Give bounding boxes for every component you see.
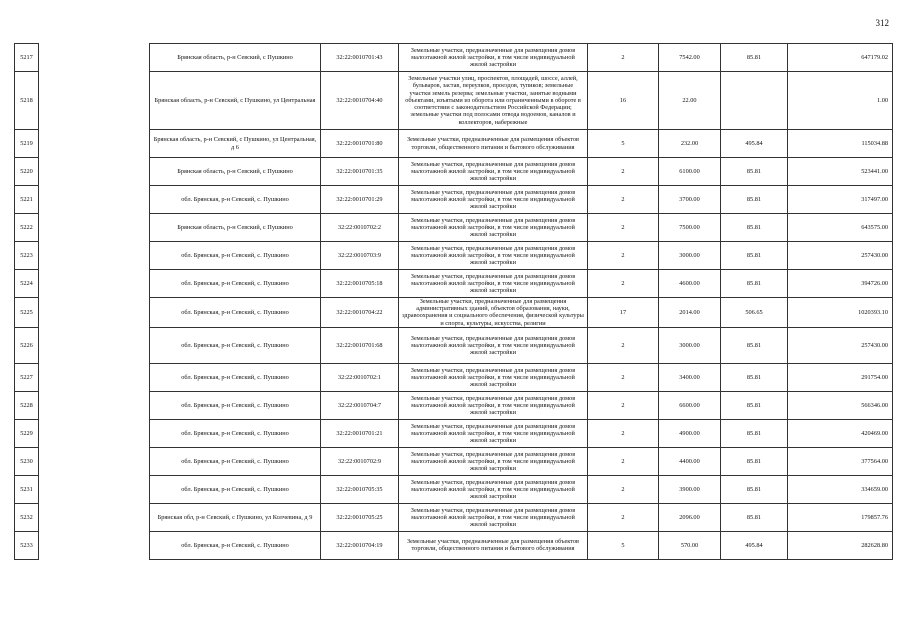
table-row: [15, 186, 893, 214]
cell-group: 2: [588, 158, 659, 186]
cell-area: 3000.00: [659, 242, 721, 270]
cell-specific-value: 85.81: [721, 186, 788, 214]
table-row: [15, 327, 893, 363]
cell-land-use-purpose: Земельные участки, предназначенные для размещения домов малоэтажной жилой застройки, в том числе индивидуальной жилой застройки: [399, 391, 588, 419]
cell-specific-value: 85.81: [721, 419, 788, 447]
cell-record-number: 5231: [15, 475, 39, 503]
cell-record-number: 5230: [15, 447, 39, 475]
cell-specific-value: 506.65: [721, 298, 788, 328]
table-row: [15, 72, 893, 130]
cell-area: 7542.00: [659, 44, 721, 72]
cell-address: Брянская обл, р-н Севский, с Пушкино, ул Колчевина, д 9: [150, 503, 321, 531]
table-row: [15, 447, 893, 475]
cell-land-use-purpose: Земельные участки, предназначенные для размещения домов малоэтажной жилой застройки, в том числе индивидуальной жилой застройки: [399, 419, 588, 447]
cell-record-number: 5232: [15, 503, 39, 531]
cell-specific-value: 85.81: [721, 503, 788, 531]
cell-land-use-purpose: Земельные участки, предназначенные для размещения домов малоэтажной жилой застройки, в том числе индивидуальной жилой застройки: [399, 186, 588, 214]
cell-blank: [39, 327, 150, 363]
table-row: [15, 363, 893, 391]
cell-blank: [39, 270, 150, 298]
cell-cadastral-value: 566346.00: [788, 391, 893, 419]
cell-group: 5: [588, 130, 659, 158]
cell-record-number: 5233: [15, 531, 39, 559]
cell-area: 232.00: [659, 130, 721, 158]
cell-cadastral-value: 257430.00: [788, 327, 893, 363]
cell-group: 2: [588, 447, 659, 475]
cell-area: 6100.00: [659, 158, 721, 186]
cell-specific-value: 85.81: [721, 158, 788, 186]
cell-blank: [39, 72, 150, 130]
cell-cadastral-value: 282628.80: [788, 531, 893, 559]
cell-blank: [39, 158, 150, 186]
table-row: [15, 158, 893, 186]
page-number: 312: [875, 18, 889, 28]
cell-group: 2: [588, 475, 659, 503]
cell-area: 2014.00: [659, 298, 721, 328]
cell-group: 2: [588, 242, 659, 270]
cell-blank: [39, 298, 150, 328]
cell-specific-value: [721, 72, 788, 130]
cell-cadastral-number: 32:22:0010704:22: [321, 298, 399, 328]
cell-land-use-purpose: Земельные участки, предназначенные для размещения объектов торговли, общественного питания и бытового обслуживания: [399, 130, 588, 158]
cell-cadastral-number: 32:22:0010701:29: [321, 186, 399, 214]
table-row: [15, 391, 893, 419]
cell-specific-value: 85.81: [721, 242, 788, 270]
cell-cadastral-number: 32:22:0010705:25: [321, 503, 399, 531]
cell-cadastral-value: 643575.00: [788, 214, 893, 242]
cell-land-use-purpose: Земельные участки, предназначенные для размещения домов малоэтажной жилой застройки, в том числе индивидуальной жилой застройки: [399, 158, 588, 186]
cell-address: обл. Брянская, р-н Севский, с. Пушкино: [150, 186, 321, 214]
cell-cadastral-number: 32:22:0010702:2: [321, 214, 399, 242]
cell-address: обл. Брянская, р-н Севский, с. Пушкино: [150, 447, 321, 475]
cell-record-number: 5227: [15, 363, 39, 391]
cell-specific-value: 85.81: [721, 475, 788, 503]
cell-specific-value: 85.81: [721, 44, 788, 72]
cell-blank: [39, 391, 150, 419]
cell-cadastral-number: 32:22:0010701:21: [321, 419, 399, 447]
table-row: [15, 242, 893, 270]
cell-address: обл. Брянская, р-н Севский, с. Пушкино: [150, 531, 321, 559]
cell-cadastral-number: 32:22:0010702:9: [321, 447, 399, 475]
cell-land-use-purpose: Земельные участки, предназначенные для размещения домов малоэтажной жилой застройки, в том числе индивидуальной жилой застройки: [399, 44, 588, 72]
cell-record-number: 5226: [15, 327, 39, 363]
cell-group: 16: [588, 72, 659, 130]
cell-area: 3700.00: [659, 186, 721, 214]
cell-group: 2: [588, 186, 659, 214]
cell-area: 4400.00: [659, 447, 721, 475]
cell-record-number: 5222: [15, 214, 39, 242]
cell-cadastral-value: 394726.00: [788, 270, 893, 298]
table-row: [15, 270, 893, 298]
cell-record-number: 5220: [15, 158, 39, 186]
cell-address: обл. Брянская, р-н Севский, с. Пушкино: [150, 242, 321, 270]
table-row: [15, 531, 893, 559]
cell-blank: [39, 363, 150, 391]
cell-cadastral-value: 1.00: [788, 72, 893, 130]
cell-record-number: 5225: [15, 298, 39, 328]
cell-cadastral-number: 32:22:0010702:1: [321, 363, 399, 391]
cell-specific-value: 85.81: [721, 363, 788, 391]
cell-address: Брянская область, р-н Севский, с Пушкино: [150, 214, 321, 242]
cell-record-number: 5224: [15, 270, 39, 298]
cell-record-number: 5218: [15, 72, 39, 130]
cell-area: 4600.00: [659, 270, 721, 298]
cell-specific-value: 85.81: [721, 447, 788, 475]
cell-area: 22.00: [659, 72, 721, 130]
cell-address: Брянская область, р-н Севский, с Пушкино, ул Центральная, д 6: [150, 130, 321, 158]
cell-record-number: 5219: [15, 130, 39, 158]
cell-specific-value: 495.84: [721, 130, 788, 158]
cell-address: обл. Брянская, р-н Севский, с. Пушкино: [150, 419, 321, 447]
cell-specific-value: 85.81: [721, 327, 788, 363]
cell-address: Брянская область, р-н Севский, с Пушкино, ул Центральная: [150, 72, 321, 130]
cell-address: Брянская область, р-н Севский, с Пушкино: [150, 44, 321, 72]
cell-cadastral-value: 523441.00: [788, 158, 893, 186]
cell-group: 2: [588, 214, 659, 242]
cell-cadastral-value: 179857.76: [788, 503, 893, 531]
cell-address: обл. Брянская, р-н Севский, с. Пушкино: [150, 327, 321, 363]
cell-group: 2: [588, 270, 659, 298]
cell-group: 2: [588, 327, 659, 363]
cell-address: обл. Брянская, р-н Севский, с. Пушкино: [150, 475, 321, 503]
cell-address: Брянская область, р-н Севский, с Пушкино: [150, 158, 321, 186]
cell-group: 17: [588, 298, 659, 328]
table-row: [15, 298, 893, 328]
cell-address: обл. Брянская, р-н Севский, с. Пушкино: [150, 363, 321, 391]
cell-area: 2096.00: [659, 503, 721, 531]
cell-land-use-purpose: Земельные участки, предназначенные для размещения объектов торговли, общественного питания и бытового обслуживания: [399, 531, 588, 559]
cell-record-number: 5217: [15, 44, 39, 72]
cell-record-number: 5228: [15, 391, 39, 419]
cell-blank: [39, 531, 150, 559]
cell-cadastral-value: 291754.00: [788, 363, 893, 391]
cell-blank: [39, 419, 150, 447]
table-row: [15, 130, 893, 158]
cell-blank: [39, 44, 150, 72]
cell-address: обл. Брянская, р-н Севский, с. Пушкино: [150, 270, 321, 298]
cell-cadastral-value: 647179.02: [788, 44, 893, 72]
cell-cadastral-value: 1020393.10: [788, 298, 893, 328]
table-row: [15, 475, 893, 503]
cell-area: 4900.00: [659, 419, 721, 447]
cell-cadastral-number: 32:22:0010701:43: [321, 44, 399, 72]
cell-area: 3400.00: [659, 363, 721, 391]
land-registry-table: [14, 43, 893, 560]
cell-specific-value: 85.81: [721, 391, 788, 419]
cell-cadastral-number: 32:22:0010705:35: [321, 475, 399, 503]
cell-area: 7500.00: [659, 214, 721, 242]
cell-land-use-purpose: Земельные участки, предназначенные для размещения домов малоэтажной жилой застройки, в том числе индивидуальной жилой застройки: [399, 475, 588, 503]
cell-cadastral-number: 32:22:0010701:80: [321, 130, 399, 158]
cell-cadastral-value: 377564.00: [788, 447, 893, 475]
cell-land-use-purpose: Земельные участки, предназначенные для размещения домов малоэтажной жилой застройки, в том числе индивидуальной жилой застройки: [399, 214, 588, 242]
cell-land-use-purpose: Земельные участки, предназначенные для размещения домов малоэтажной жилой застройки, в том числе индивидуальной жилой застройки: [399, 363, 588, 391]
cell-cadastral-value: 334659.00: [788, 475, 893, 503]
cell-group: 2: [588, 363, 659, 391]
cell-area: 3000.00: [659, 327, 721, 363]
cell-specific-value: 495.84: [721, 531, 788, 559]
table-row: [15, 503, 893, 531]
cell-cadastral-number: 32:22:0010704:19: [321, 531, 399, 559]
cell-address: обл. Брянская, р-н Севский, с. Пушкино: [150, 298, 321, 328]
cell-cadastral-value: 257430.00: [788, 242, 893, 270]
cell-blank: [39, 186, 150, 214]
cell-cadastral-number: 32:22:0010701:68: [321, 327, 399, 363]
cell-blank: [39, 214, 150, 242]
cell-area: 570.00: [659, 531, 721, 559]
cell-cadastral-number: 32:22:0010701:35: [321, 158, 399, 186]
cell-cadastral-number: 32:22:0010704:40: [321, 72, 399, 130]
cell-group: 2: [588, 503, 659, 531]
cell-blank: [39, 447, 150, 475]
cell-blank: [39, 503, 150, 531]
cell-specific-value: 85.81: [721, 214, 788, 242]
cell-land-use-purpose: Земельные участки, предназначенные для размещения домов малоэтажной жилой застройки, в том числе индивидуальной жилой застройки: [399, 327, 588, 363]
cell-record-number: 5229: [15, 419, 39, 447]
cell-land-use-purpose: Земельные участки, предназначенные для размещения домов малоэтажной жилой застройки, в том числе индивидуальной жилой застройки: [399, 242, 588, 270]
cell-blank: [39, 475, 150, 503]
cell-cadastral-value: 420469.00: [788, 419, 893, 447]
cell-area: 3900.00: [659, 475, 721, 503]
cell-specific-value: 85.81: [721, 270, 788, 298]
cell-cadastral-value: 115034.88: [788, 130, 893, 158]
cell-land-use-purpose: Земельные участки, предназначенные для размещения домов малоэтажной жилой застройки, в том числе индивидуальной жилой застройки: [399, 503, 588, 531]
cell-cadastral-number: 32:22:0010704:7: [321, 391, 399, 419]
cell-record-number: 5221: [15, 186, 39, 214]
table-row: [15, 214, 893, 242]
cell-record-number: 5223: [15, 242, 39, 270]
cell-land-use-purpose: Земельные участки, предназначенные для размещения домов малоэтажной жилой застройки, в том числе индивидуальной жилой застройки: [399, 270, 588, 298]
cell-land-use-purpose: Земельные участки, предназначенные для размещения административных зданий, объектов образования, науки, здравоохранения и социального обеспечения, физической культуры и спорта, культуры, искусства, религии: [399, 298, 588, 328]
cell-cadastral-number: 32:22:0010705:18: [321, 270, 399, 298]
cell-land-use-purpose: Земельные участки, предназначенные для размещения домов малоэтажной жилой застройки, в том числе индивидуальной жилой застройки: [399, 447, 588, 475]
cell-group: 2: [588, 419, 659, 447]
cell-land-use-purpose: Земельные участки улиц, проспектов, площадей, шоссе, аллей, бульваров, застав, переулков, проездов, тупиков; земельные участки земель резерва; земельные участки, занятые водными объектами, изъятыми из оборота или ограниченными в обороте в соответствии с законодательством Российской Федерации; земельные участки под полосами отвода водоемов, каналов и коллекторов, набережные: [399, 72, 588, 130]
cell-group: 5: [588, 531, 659, 559]
cell-area: 6600.00: [659, 391, 721, 419]
cell-group: 2: [588, 44, 659, 72]
cell-cadastral-value: 317497.00: [788, 186, 893, 214]
cell-blank: [39, 130, 150, 158]
cell-group: 2: [588, 391, 659, 419]
cell-blank: [39, 242, 150, 270]
cell-address: обл. Брянская, р-н Севский, с. Пушкино: [150, 391, 321, 419]
table-row: [15, 44, 893, 72]
table-row: [15, 419, 893, 447]
cell-cadastral-number: 32:22:0010703:9: [321, 242, 399, 270]
